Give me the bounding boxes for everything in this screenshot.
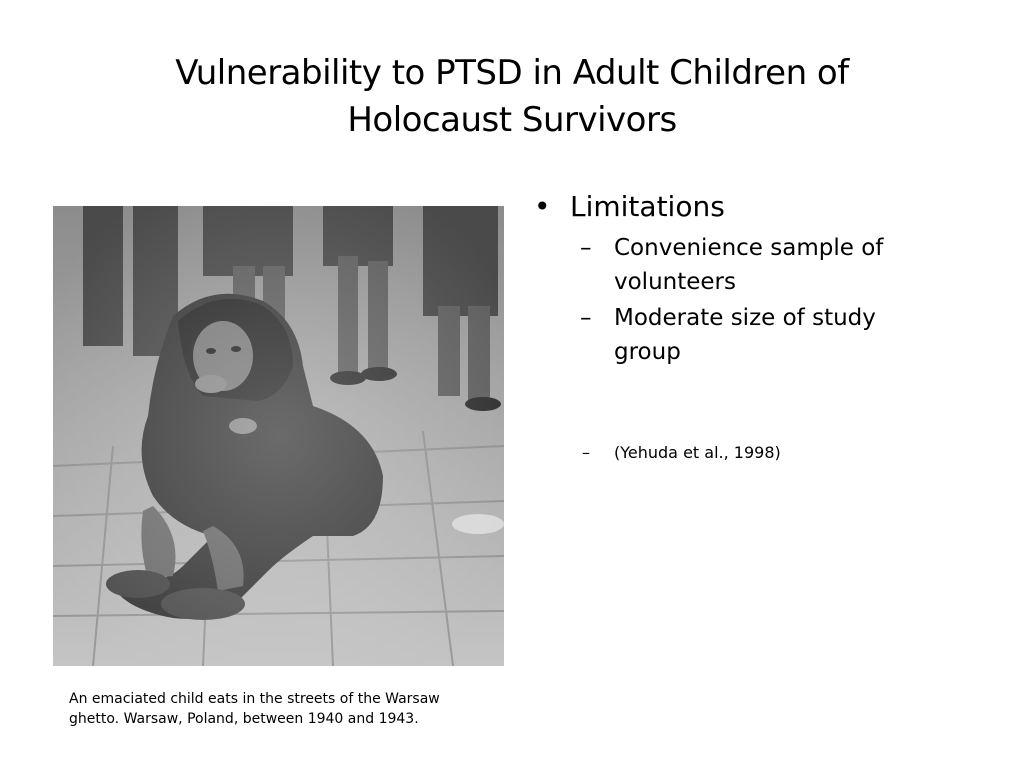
title-line-1: Vulnerability to PTSD in Adult Children of: [175, 53, 849, 93]
sub-bullet-line-2: group: [614, 339, 681, 365]
caption-line-1: An emaciated child eats in the streets of the Warsaw: [69, 691, 440, 707]
dash-marker: –: [580, 305, 592, 331]
sub-bullet-line-1: Convenience sample of: [614, 235, 884, 261]
bullet-marker: •: [534, 190, 551, 223]
sub-bullet-study-size: [530, 301, 990, 369]
sub-bullet-convenience-sample: [530, 231, 990, 299]
dash-marker: –: [580, 235, 592, 261]
bullet-heading: Limitations: [570, 190, 725, 223]
caption-line-2: ghetto. Warsaw, Poland, between 1940 and 1943.: [69, 711, 419, 727]
slide-title: [80, 50, 944, 144]
citation-text: (Yehuda et al., 1998): [614, 443, 781, 462]
bullet-list: [530, 185, 990, 465]
historical-photo: [53, 206, 504, 666]
citation: [530, 441, 990, 465]
bullet-limitations: [530, 185, 990, 229]
sub-bullet-line-1: Moderate size of study: [614, 305, 876, 331]
dash-marker: –: [582, 443, 590, 462]
title-line-2: Holocaust Survivors: [347, 100, 677, 140]
photo-caption: [69, 689, 509, 729]
sub-bullet-line-2: volunteers: [614, 269, 736, 295]
